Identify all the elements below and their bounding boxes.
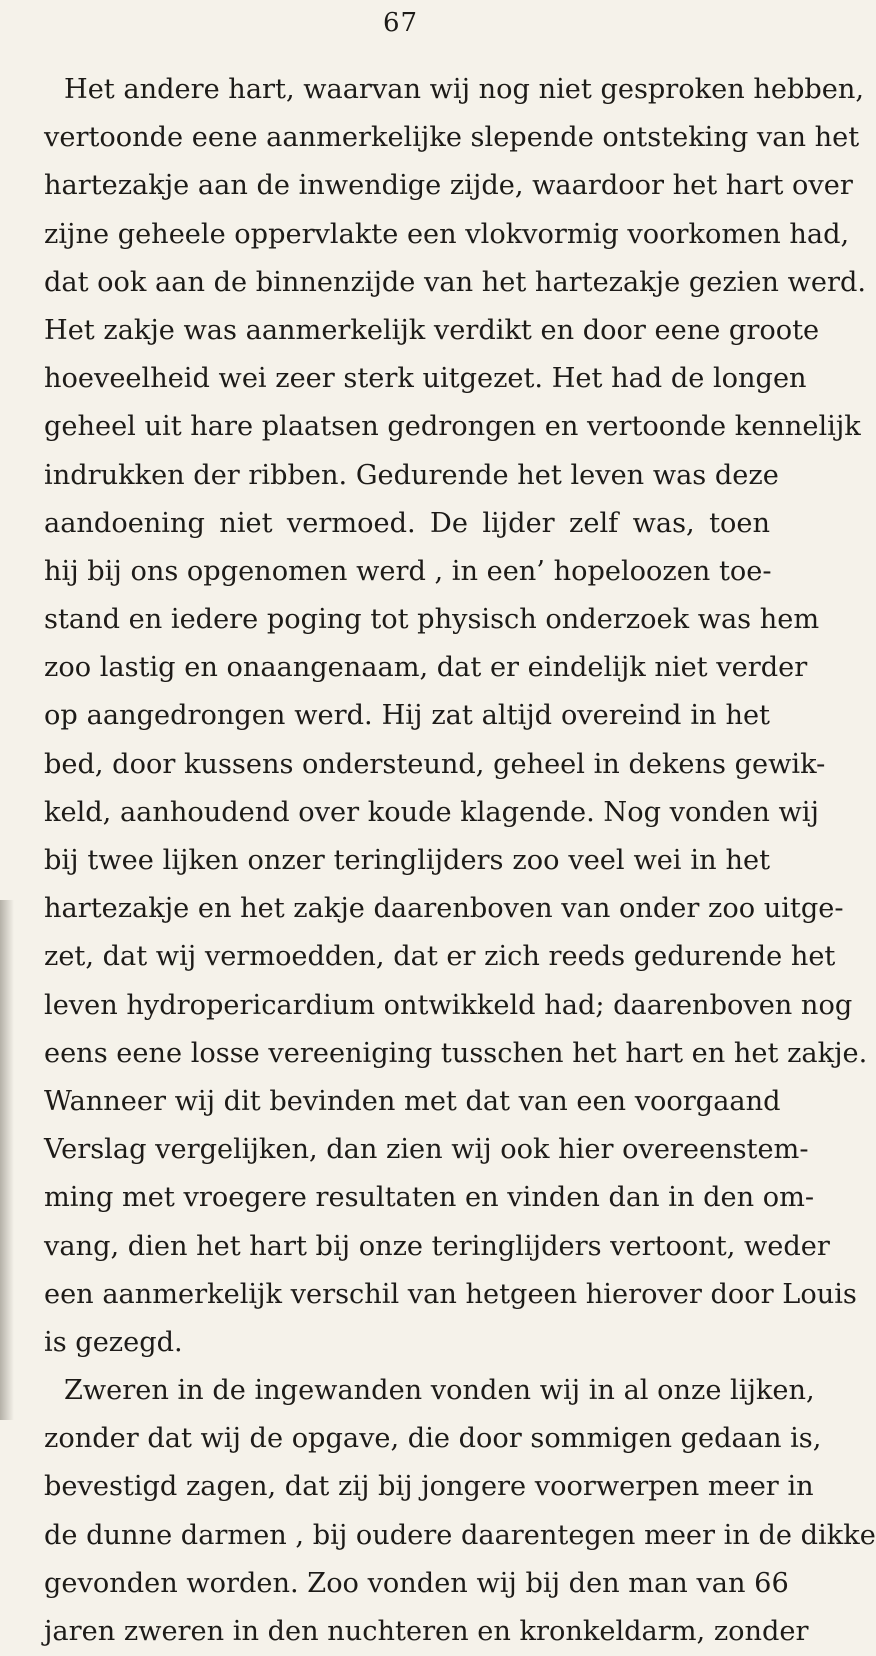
binding-shadow xyxy=(0,900,14,1420)
text-line: gevonden worden. Zoo vonden wij bij den man van 66 xyxy=(44,1567,789,1599)
text-line: de dunne darmen , bij oudere daarentegen meer in de dikke xyxy=(44,1519,876,1551)
text-line: eens eene losse vereeniging tusschen het hart en het zakje. xyxy=(44,1037,868,1069)
text-line: vang, dien het hart bij onze teringlijders vertoont, weder xyxy=(44,1230,830,1262)
text-line: Het andere hart, waarvan wij nog niet gesproken hebben, xyxy=(64,74,865,105)
text-line: Zweren in de ingewanden vonden wij in al onze lijken, xyxy=(64,1375,815,1407)
text-line: Het zakje was aanmerkelijk verdikt en door eene groote xyxy=(44,314,820,346)
text-line: ming met vroegere resultaten en vinden dan in den om- xyxy=(44,1182,815,1214)
text-line: aandoening niet vermoed. De lijder zelf was, toen xyxy=(44,507,770,539)
text-line: hartezakje aan de inwendige zijde, waardoor het hart over xyxy=(44,170,853,202)
text-line: bevestigd zagen, dat zij bij jongere voorwerpen meer in xyxy=(44,1471,814,1503)
text-line: bij twee lijken onzer teringlijders zoo veel wei in het xyxy=(44,845,770,876)
page-number: 67 xyxy=(382,8,419,38)
text-line: indrukken der ribben. Gedurende het leven was deze xyxy=(44,459,779,491)
text-line: zonder dat wij de opgave, die door sommigen gedaan is, xyxy=(44,1423,822,1455)
text-line: stand en iedere poging tot physisch onderzoek was hem xyxy=(44,604,820,636)
text-line: een aanmerkelijk verschil van hetgeen hierover door Louis xyxy=(44,1278,857,1310)
text-line: op aangedrongen werd. Hij zat altijd overeind in het xyxy=(44,700,770,732)
text-line: hartezakje en het zakje daarenboven van onder zoo uitge- xyxy=(44,893,844,925)
text-line: zet, dat wij vermoedden, dat er zich reeds gedurende het xyxy=(44,941,836,973)
text-line: jaren zweren in den nuchteren en kronkeldarm, zonder xyxy=(44,1616,809,1647)
text-line: hij bij ons opgenomen werd , in een’ hopeloozen toe- xyxy=(44,555,772,587)
text-line: vertoonde eene aanmerkelijke slepende ontsteking van het xyxy=(44,122,860,154)
text-line: dat ook aan de binnenzijde van het hartezakje gezien werd. xyxy=(44,266,866,298)
text-line: geheel uit hare plaatsen gedrongen en vertoonde kennelijk xyxy=(44,411,861,443)
body-text xyxy=(44,66,876,1656)
text-line: hoeveelheid wei zeer sterk uitgezet. Het had de longen xyxy=(44,363,807,395)
text-line: bed, door kussens ondersteund, geheel in dekens gewik- xyxy=(44,748,826,780)
text-line: is gezegd. xyxy=(44,1326,183,1358)
text-line: keld, aanhoudend over koude klagende. Nog vonden wij xyxy=(44,796,819,828)
text-line: Verslag vergelijken, dan zien wij ook hier overeenstem- xyxy=(44,1134,809,1166)
text-line: leven hydropericardium ontwikkeld had; daarenboven nog xyxy=(44,989,853,1021)
text-line: Wanneer wij dit bevinden met dat van een voorgaand xyxy=(44,1085,781,1117)
text-line: zoo lastig en onaangenaam, dat er eindelijk niet verder xyxy=(44,652,808,684)
text-line: zijne geheele oppervlakte een vlokvormig voorkomen had, xyxy=(44,218,850,250)
